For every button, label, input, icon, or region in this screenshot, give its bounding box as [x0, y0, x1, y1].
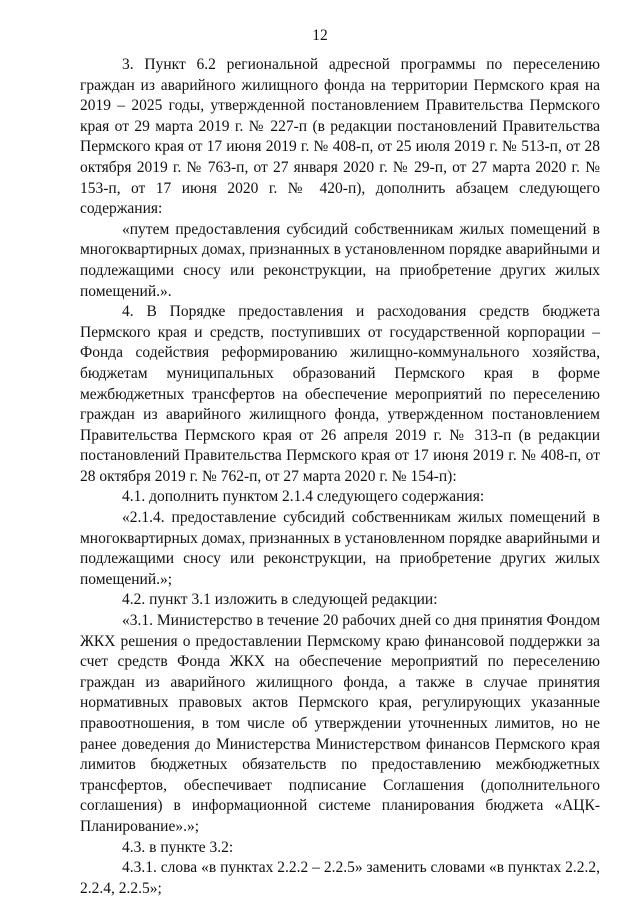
- page-number: 12: [312, 27, 328, 44]
- paragraph-item-4-1: 4.1. дополнить пунктом 2.1.4 следующего содержания:: [122, 488, 485, 506]
- quoted-item-3-1: «3.1. Министерство в течение 20 рабочих дней со дня принятия Фондом ЖКХ решения о предоставлении Пермскому краю финансовой поддержки за счет средств Фонда ЖКХ на обеспечение мероприятий по переселению граждан из аварийного жилищного фонда, а также в случае принятия нормативных правовых актов Пермского края, регулирующих указанные правоотношения, в том числе об утверждении уточненных лимитов, но не ранее доведения до Министерства Министерством финансов Пермского края лимитов бюджетных обязательств по предоставлению межбюджетных трансфертов, обеспечивает подписание Соглашения (дополнительного соглашения) в информационной системе планирования бюджета «АЦК-Планирование».»;: [80, 612, 600, 835]
- paragraph-item-4: 4. В Порядке предоставления и расходования средств бюджета Пермского края и средств, поступивших от государственной корпорации – Фонда содействия реформированию жилищно-коммунального хозяйства, бюджетам муниципальных образований Пермского края в форме межбюджетных трансфертов на обеспечение мероприятий по переселению граждан из аварийного жилищного фонда, утвержденном постановлением Правительства Пермского края от 26 апреля 2019 г. № 313-п (в редакции постановлений Правительства Пермского края от 17 июня 2019 г. № 408-п, от 28 октября 2019 г. № 762-п, от 27 марта 2020 г. № 154-п):: [80, 303, 600, 485]
- paragraph-item-4-3-1: 4.3.1. слова «в пунктах 2.2.2 – 2.2.5» заменить словами «в пунктах 2.2.2, 2.2.4, 2.2.5»;: [80, 859, 600, 897]
- paragraph-item-4-2: 4.2. пункт 3.1 изложить в следующей редакции:: [122, 591, 438, 609]
- paragraph-item-3: 3. Пункт 6.2 региональной адресной программы по переселению граждан из аварийного жилищного фонда на территории Пермского края на 2019 – 2025 годы, утвержденной постановлением Правительства Пермского края от 29 марта 2019 г. № 227-п (в редакции постановлений Правительства Пермского края от 17 июня 2019 г. № 408-п, от 25 июля 2019 г. № 513-п, от 28 октября 2019 г. № 763-п, от 27 января 2020 г. № 29-п, от 27 марта 2020 г. № 153-п, от 17 июня 2020 г. № 420-п), дополнить абзацем следующего содержания:: [80, 56, 600, 218]
- quoted-addition-paragraph: «путем предоставления субсидий собственникам жилых помещений в многоквартирных домах, признанных в установленном порядке аварийными и подлежащими сносу или реконструкции, на приобретение других жилых помещений.».: [80, 220, 600, 300]
- paragraph-item-4-3: 4.3. в пункте 3.2:: [122, 838, 234, 856]
- quoted-item-2-1-4: «2.1.4. предоставление субсидий собственникам жилых помещений в многоквартирных домах, признанных в установленном порядке аварийными и подлежащими сносу или реконструкции, на приобретение других жилых помещений.»;: [80, 509, 600, 588]
- document-body: [80, 55, 600, 899]
